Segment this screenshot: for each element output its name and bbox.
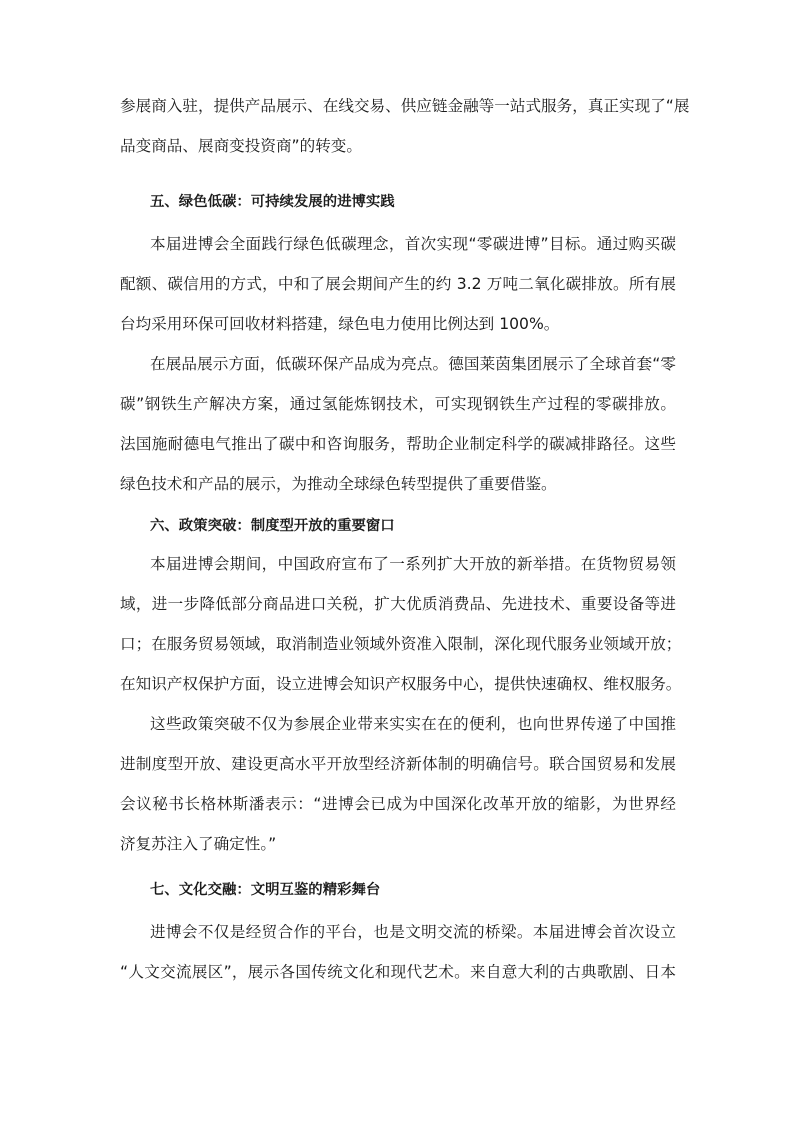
paragraph-line: 参展商入驻，提供产品展示、在线交易、供应链金融等一站式服务，真正实现了“展 <box>120 97 690 115</box>
paragraph-line: 配额、碳信用的方式，中和了展会期间产生的约 3.2 万吨二氧化碳排放。所有展 <box>120 275 676 293</box>
paragraph-line: 本届进博会全面践行绿色低碳理念，首次实现“零碳进博”目标。通过购买碳 <box>150 235 676 253</box>
section-heading-6: 六、政策突破：制度型开放的重要窗口 <box>150 518 395 534</box>
paragraph-line: 会议秘书长格林斯潘表示：“进博会已成为中国深化改革开放的缩影，为世界经 <box>120 795 676 813</box>
paragraph-line: 这些政策突破不仅为参展企业带来实实在在的便利，也向世界传递了中国推 <box>150 715 676 733</box>
paragraph-line: 进制度型开放、建设更高水平开放型经济新体制的明确信号。联合国贸易和发展 <box>120 755 676 773</box>
section-heading-5: 五、绿色低碳：可持续发展的进博实践 <box>150 194 395 210</box>
paragraph-line: 在展品展示方面，低碳环保产品成为亮点。德国莱茵集团展示了全球首套“零 <box>150 355 676 373</box>
paragraph-line: 本届进博会期间，中国政府宣布了一系列扩大开放的新举措。在货物贸易领 <box>150 555 676 573</box>
paragraph-line: 台均采用环保可回收材料搭建，绿色电力使用比例达到 100%。 <box>120 315 560 333</box>
paragraph-line: 口；在服务贸易领域，取消制造业领域外资准入限制，深化现代服务业领域开放； <box>120 635 682 653</box>
paragraph-line: 碳”钢铁生产解决方案，通过氢能炼钢技术，可实现钢铁生产过程的零碳排放。 <box>120 395 676 413</box>
paragraph-line: “人文交流展区”，展示各国传统文化和现代艺术。来自意大利的古典歌剧、日本 <box>120 963 676 981</box>
paragraph-line: 域，进一步降低部分商品进口关税，扩大优质消费品、先进技术、重要设备等进 <box>120 595 676 613</box>
paragraph-line: 济复苏注入了确定性。” <box>120 835 277 853</box>
section-heading-7: 七、文化交融：文明互鉴的精彩舞台 <box>150 882 381 898</box>
paragraph-line: 法国施耐德电气推出了碳中和咨询服务，帮助企业制定科学的碳减排路径。这些 <box>120 435 676 453</box>
paragraph-line: 进博会不仅是经贸合作的平台，也是文明交流的桥梁。本届进博会首次设立 <box>150 923 676 941</box>
paragraph-line: 品变商品、展商变投资商”的转变。 <box>120 137 362 155</box>
paragraph-line: 在知识产权保护方面，设立进博会知识产权服务中心，提供快速确权、维权服务。 <box>120 675 682 693</box>
paragraph-line: 绿色技术和产品的展示，为推动全球绿色转型提供了重要借鉴。 <box>120 475 557 493</box>
